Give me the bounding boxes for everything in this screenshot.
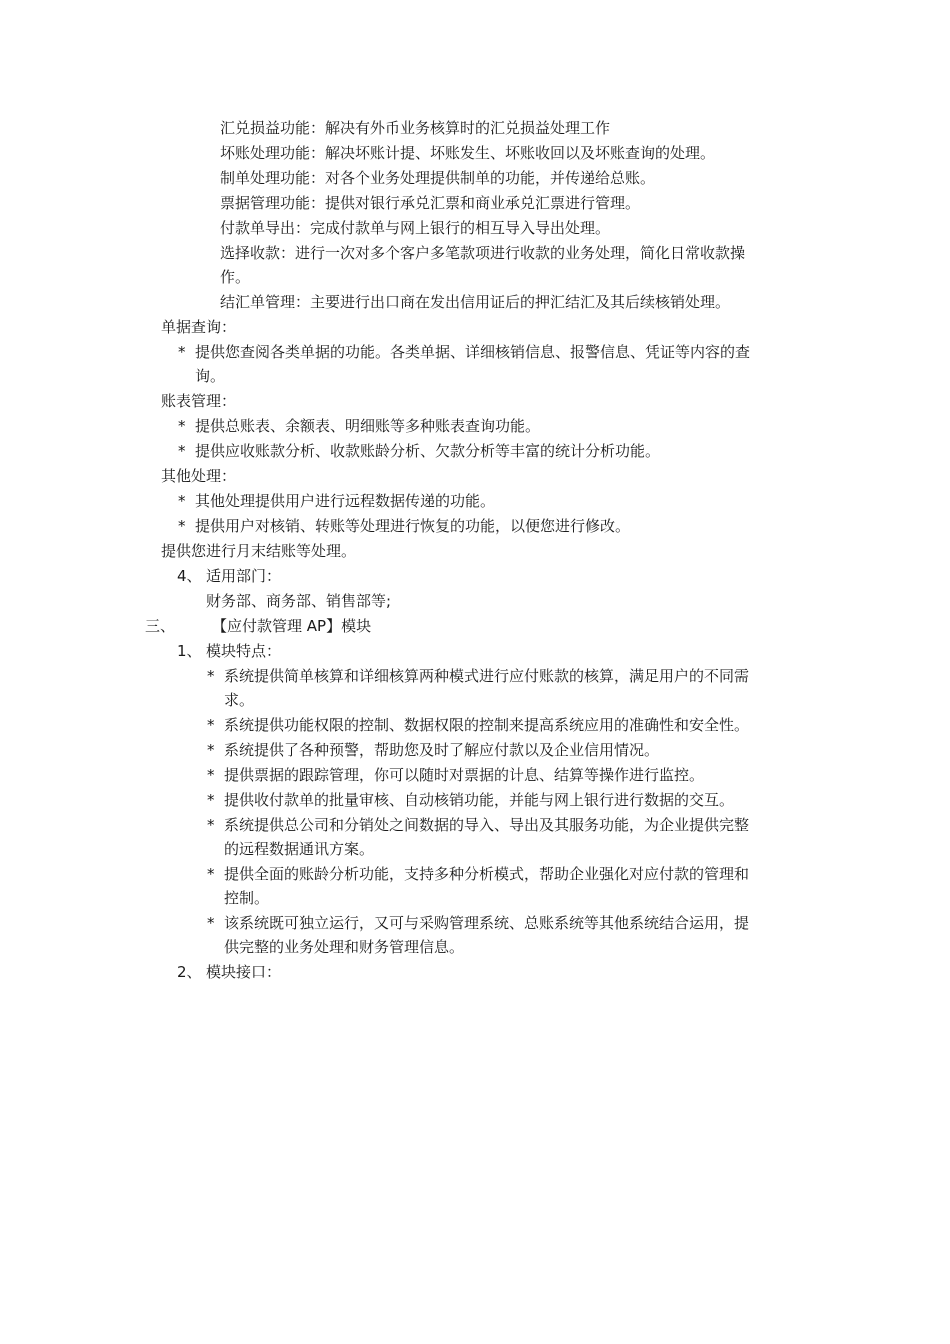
text-line: 制单处理功能：对各个业务处理提供制单的功能，并传递给总账。 <box>220 169 656 187</box>
bullet-text: 系统提供总公司和分销处之间数据的导入、导出及其服务功能，为企业提供完整 <box>224 816 750 834</box>
section-number: 三、 <box>145 617 176 635</box>
bullet-icon: * <box>207 816 215 834</box>
bullet-text: 询。 <box>195 367 226 385</box>
bullet-icon: * <box>207 716 215 734</box>
list-heading: 适用部门： <box>206 567 282 585</box>
text-line: 付款单导出：完成付款单与网上银行的相互导入导出处理。 <box>220 219 611 237</box>
list-number: 1、 <box>177 642 202 660</box>
bullet-text: 其他处理提供用户进行远程数据传递的功能。 <box>195 492 496 510</box>
bullet-icon: * <box>207 741 215 759</box>
bullet-icon: * <box>207 766 215 784</box>
bullet-icon: * <box>178 492 186 510</box>
bullet-text: 提供您查阅各类单据的功能。各类单据、详细核销信息、报警信息、凭证等内容的查 <box>195 343 751 361</box>
text-line: 财务部、商务部、销售部等; <box>206 592 392 610</box>
bullet-icon: * <box>178 417 186 435</box>
bullet-text: 提供总账表、余额表、明细账等多种账表查询功能。 <box>195 417 541 435</box>
list-number: 2、 <box>177 963 202 981</box>
bullet-icon: * <box>178 343 186 361</box>
bullet-text: 提供票据的跟踪管理，你可以随时对票据的计息、结算等操作进行监控。 <box>224 766 705 784</box>
bullet-text: 系统提供功能权限的控制、数据权限的控制来提高系统应用的准确性和安全性。 <box>224 716 750 734</box>
text-line: 选择收款：进行一次对多个客户多笔款项进行收款的业务处理，简化日常收款操 <box>220 244 746 262</box>
bullet-icon: * <box>178 517 186 535</box>
list-number: 4、 <box>177 567 202 585</box>
section-title: 【应付款管理 AP】模块 <box>212 617 372 635</box>
bullet-text: 提供全面的账龄分析功能，支持多种分析模式，帮助企业强化对应付款的管理和 <box>224 865 750 883</box>
section-heading: 其他处理： <box>161 467 237 485</box>
text-line: 作。 <box>220 268 251 286</box>
bullet-icon: * <box>207 667 215 685</box>
bullet-text: 系统提供简单核算和详细核算两种模式进行应付账款的核算，满足用户的不同需 <box>224 667 750 685</box>
bullet-text: 提供应收账款分析、收款账龄分析、欠款分析等丰富的统计分析功能。 <box>195 442 661 460</box>
text-line: 结汇单管理：主要进行出口商在发出信用证后的押汇结汇及其后续核销处理。 <box>220 293 731 311</box>
list-heading: 模块接口： <box>206 963 282 981</box>
bullet-text: 求。 <box>224 691 255 709</box>
section-heading: 单据查询： <box>161 318 237 336</box>
list-heading: 模块特点： <box>206 642 282 660</box>
bullet-icon: * <box>178 442 186 460</box>
text-line: 提供您进行月末结账等处理。 <box>161 542 357 560</box>
text-line: 坏账处理功能：解决坏账计提、坏账发生、坏账收回以及坏账查询的处理。 <box>220 144 716 162</box>
bullet-text: 供完整的业务处理和财务管理信息。 <box>224 938 465 956</box>
bullet-icon: * <box>207 865 215 883</box>
text-line: 汇兑损益功能：解决有外币业务核算时的汇兑损益处理工作 <box>220 119 611 137</box>
bullet-text: 该系统既可独立运行，又可与采购管理系统、总账系统等其他系统结合运用，提 <box>224 914 750 932</box>
bullet-icon: * <box>207 791 215 809</box>
text-line: 票据管理功能：提供对银行承兑汇票和商业承兑汇票进行管理。 <box>220 194 641 212</box>
bullet-text: 提供用户对核销、转账等处理进行恢复的功能，以便您进行修改。 <box>195 517 631 535</box>
bullet-text: 系统提供了各种预警，帮助您及时了解应付款以及企业信用情况。 <box>224 741 660 759</box>
bullet-text: 提供收付款单的批量审核、自动核销功能，并能与网上银行进行数据的交互。 <box>224 791 735 809</box>
bullet-text: 的远程数据通讯方案。 <box>224 840 375 858</box>
section-heading: 账表管理： <box>161 392 237 410</box>
bullet-text: 控制。 <box>224 889 270 907</box>
bullet-icon: * <box>207 914 215 932</box>
